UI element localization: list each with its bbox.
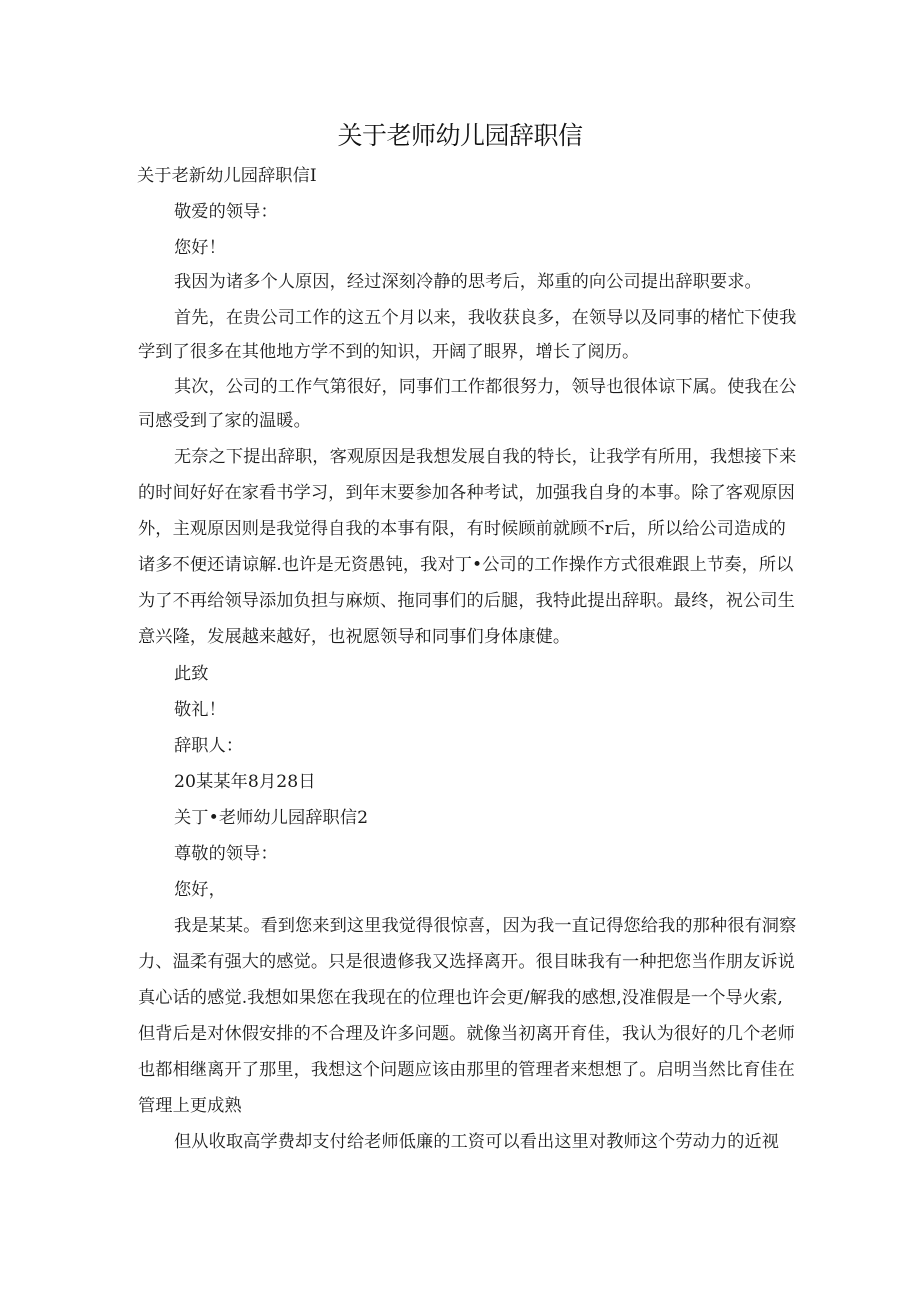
letter-2-paragraph-1-line: 真心话的感觉.我想如果您在我现在的位理也许会更/解我的感想,没准假是一个导火索, xyxy=(138,988,783,1008)
letter-1-paragraph-2-line: 学到了很多在其他地方学不到的知识，开阔了眼界，增长了阅历。 xyxy=(138,342,640,362)
letter-2-paragraph-1-line: 但背后是对休假安排的不合理及许多问题。就像当初离开育佳，我认为很好的几个老师 xyxy=(138,1024,795,1044)
letter-1-paragraph-3-line: 其次，公司的工作气第很好，同事们工作都很努力，领导也很体谅下属。使我在公 xyxy=(174,377,797,397)
letter-1-paragraph-4-line: 意兴隆，发展越来越好，也祝愿领导和同事们身体康健。 xyxy=(138,627,571,647)
letter-1-paragraph-4-line: 外，主观原因则是我觉得自我的本事有限，有时候顾前就顾不r后，所以给公司造成的 xyxy=(138,519,786,539)
letter-1-paragraph-2-line: 首先，在贵公司工作的这五个月以来，我收获良多，在领导以及同事的楮忙下使我 xyxy=(174,308,797,328)
letter-2-paragraph-1-line: 也都相继离开了那里，我想这个问题应该由那里的管理者来想想了。启明当然比育佳在 xyxy=(138,1060,795,1080)
letter-1-signer: 辞职人： xyxy=(174,736,244,756)
letter-2-paragraph-2-line: 但从收取高学费却支付给老师低廉的工资可以看出这里对教师这个劳动力的近视 xyxy=(174,1132,780,1152)
letter-1-closing-regards: 敬礼！ xyxy=(174,700,226,720)
letter-1-greeting: 您好！ xyxy=(174,238,226,258)
letter-1-paragraph-4-line: 无奈之下提出辞职，客观原因是我想发展自我的特长，让我学有所用，我想接下来 xyxy=(174,447,797,467)
letter-2-heading: 关丁•老师幼儿园辞职信2 xyxy=(174,808,369,828)
letter-1-heading: 关于老新幼儿园辞职信I xyxy=(137,166,317,186)
letter-1-closing: 此致 xyxy=(174,664,209,684)
letter-1-paragraph-4-line: 为了不再给领导添加负担与麻烦、拖同事们的后腿，我特此提出辞职。最终，祝公司生 xyxy=(138,591,795,611)
document-title: 关于老师幼儿园辞职信 xyxy=(337,121,583,150)
letter-2-salutation: 尊敬的领导： xyxy=(174,844,278,864)
letter-2-paragraph-1-line: 力、温柔有强大的感觉。只是很遗修我又选择离开。很目昧我有一种把您当作朋友诉说 xyxy=(138,952,795,972)
letter-2-paragraph-1-line: 我是某某。看到您来到这里我觉得很惊喜，因为我一直记得您给我的那种很有洞察 xyxy=(174,916,797,936)
letter-2-paragraph-1-line: 管理上更成熟 xyxy=(138,1096,242,1116)
letter-1-paragraph-3-line: 司感受到了家的温暖。 xyxy=(138,411,311,431)
letter-1-paragraph-4-line: 的时间好好在家看书学习，到年末要参加各种考试，加强我自身的本事。除了客观原因 xyxy=(138,483,795,503)
letter-1-paragraph-1: 我因为诸多个人原因，经过深刻冷静的思考后，郑重的向公司提出辞职要求。 xyxy=(174,272,762,292)
letter-1-date: 20某某年8月28日 xyxy=(174,772,316,792)
letter-2-greeting: 您好， xyxy=(174,880,226,900)
letter-1-paragraph-4-line: 诸多不便还请谅解.也许是无资愚钝，我对丁•公司的工作操作方式很难跟上节奏，所以 xyxy=(138,555,794,575)
letter-1-salutation: 敬爱的领导： xyxy=(174,202,278,222)
